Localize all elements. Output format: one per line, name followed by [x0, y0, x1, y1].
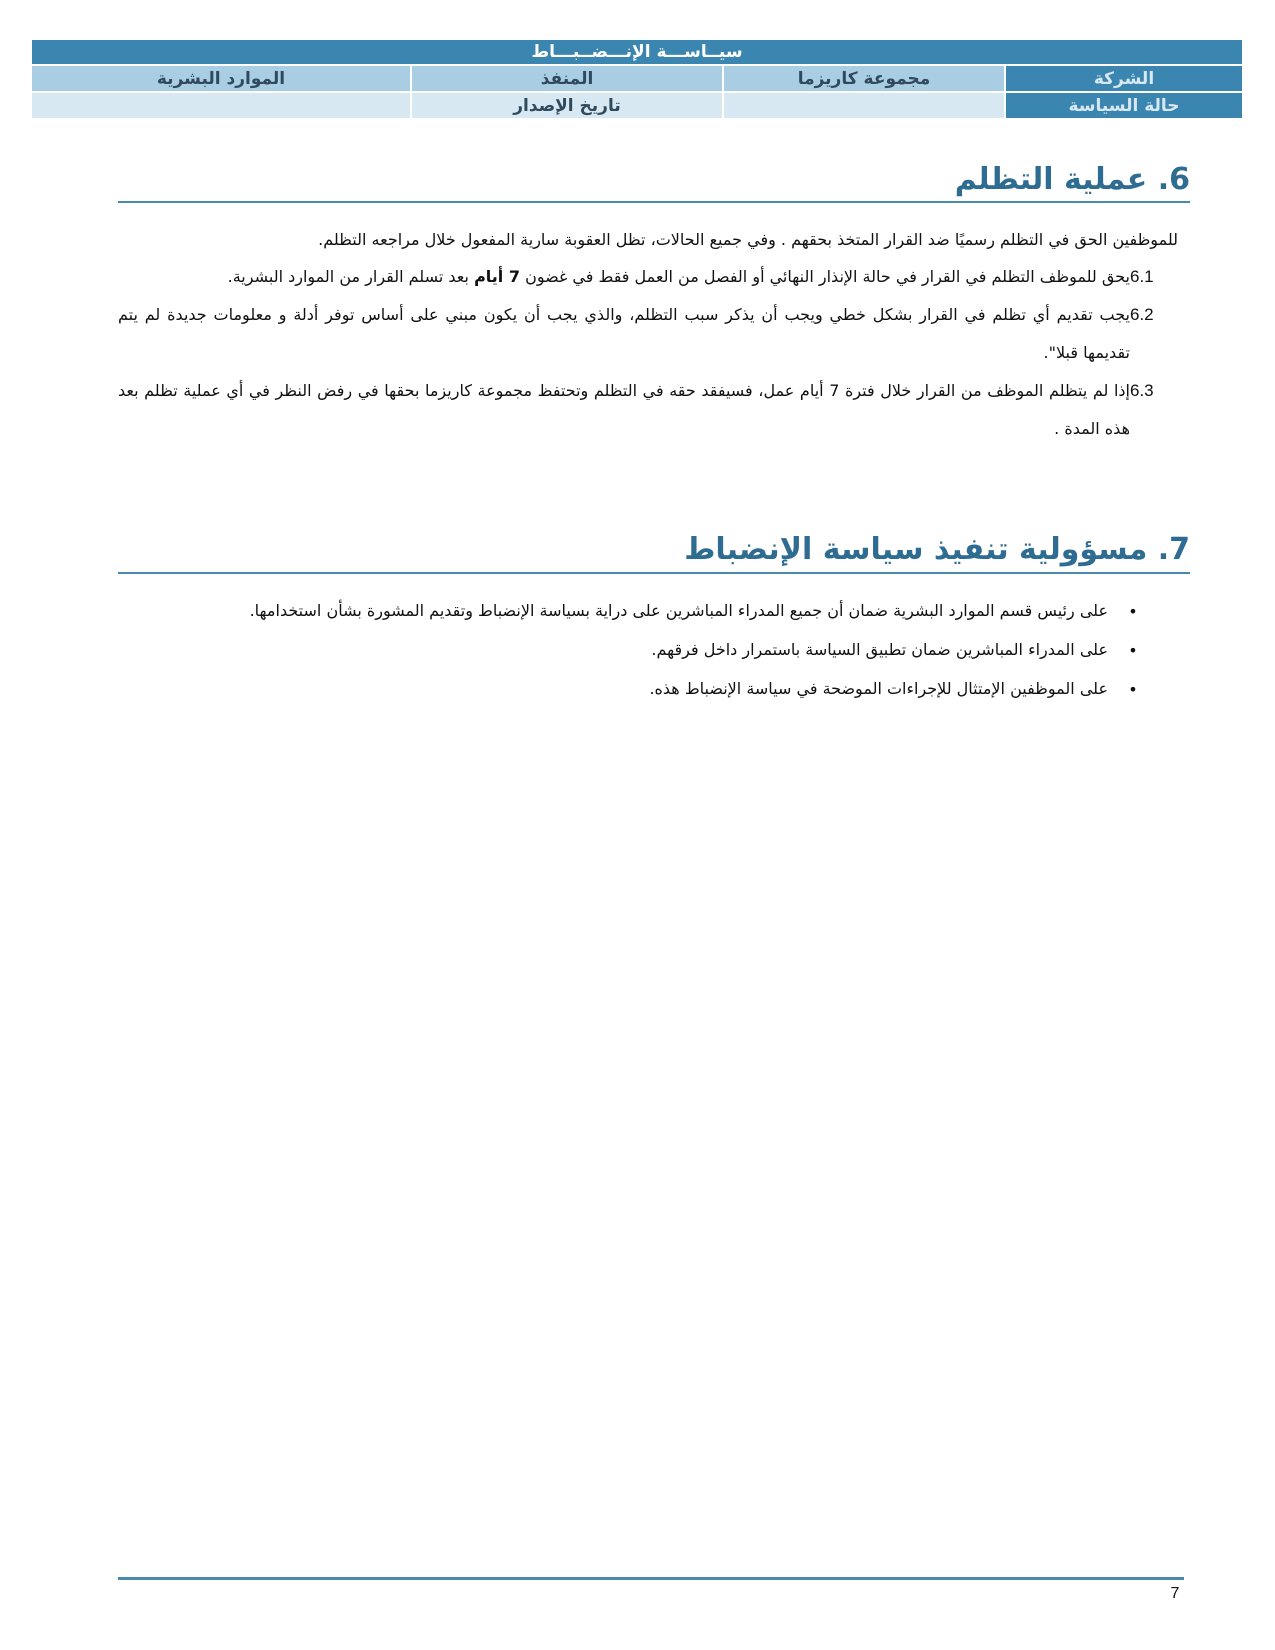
list-item — [118, 258, 1176, 296]
implementer-label: المنفذ — [411, 65, 723, 92]
policy-header-table — [30, 38, 1244, 120]
policy-status-label: حالة السياسة — [1005, 92, 1243, 119]
item-text: يجب تقديم أي تظلم في القرار بشكل خطي ويجب أن يذكر سبب التظلم، والذي يجب أن يكون مبني على أساس توفر أدلة و معلومات جديدة لم يتم تقديمها قبلا". — [118, 305, 1130, 362]
item-text: يحق للموظف التظلم في القرار في حالة الإنذار النهائي أو الفصل من العمل فقط في غضون 7 أيام بعد تسلم القرار من الموارد البشرية. — [227, 267, 1130, 286]
issue-date-value — [31, 92, 411, 119]
item-number: 6.1 — [1130, 267, 1154, 286]
list-item — [118, 296, 1176, 372]
issue-date-label: تاريخ الإصدار — [411, 92, 723, 119]
section-6-intro: للموظفين الحق في التظلم رسميًا ضد القرار المتخذ بحقهم . وفي جميع الحالات، تظل العقوبة سارية المفعول خلال مراجعه التظلم. — [318, 230, 1178, 249]
item-bold-duration: 7 أيام — [474, 267, 520, 286]
section-7-heading: 7. مسؤولية تنفيذ سياسة الإنضباط — [684, 532, 1190, 567]
bullet-text: على الموظفين الإمتثال للإجراءات الموضحة في سياسة الإنضباط هذه. — [649, 679, 1108, 698]
list-item — [118, 592, 1158, 630]
bullet-icon: • — [1128, 640, 1138, 660]
policy-title: سيــاســـة الإنـــضــبـــاط — [31, 39, 1243, 65]
section-6-rule — [118, 201, 1190, 203]
item-number: 6.3 — [1130, 381, 1154, 400]
section-6-heading: 6. عملية التظلم — [954, 162, 1190, 197]
implementer-value: الموارد البشرية — [31, 65, 411, 92]
footer-rule — [118, 1577, 1184, 1580]
bullet-text: على رئيس قسم الموارد البشرية ضمان أن جميع المدراء المباشرين على دراية بسياسة الإنضباط وتقديم المشورة بشأن استخدامها. — [249, 601, 1108, 620]
list-item — [118, 631, 1158, 669]
company-label: الشركة — [1005, 65, 1243, 92]
policy-status-value — [723, 92, 1005, 119]
section-7-rule — [118, 572, 1190, 574]
bullet-icon: • — [1128, 679, 1138, 699]
page-number: 7 — [1170, 1585, 1180, 1602]
list-item — [118, 372, 1176, 448]
list-item — [118, 670, 1158, 708]
bullet-icon: • — [1128, 601, 1138, 621]
company-value: مجموعة كاريزما — [723, 65, 1005, 92]
item-number: 6.2 — [1130, 305, 1154, 324]
item-text: إذا لم يتظلم الموظف من القرار خلال فترة 7 أيام عمل، فسيفقد حقه في التظلم وتحتفظ مجموعة كاريزما بحقها في رفض النظر في أي عملية تظلم بعد هذه المدة . — [118, 381, 1130, 438]
bullet-text: على المدراء المباشرين ضمان تطبيق السياسة باستمرار داخل فرقهم. — [651, 640, 1108, 659]
